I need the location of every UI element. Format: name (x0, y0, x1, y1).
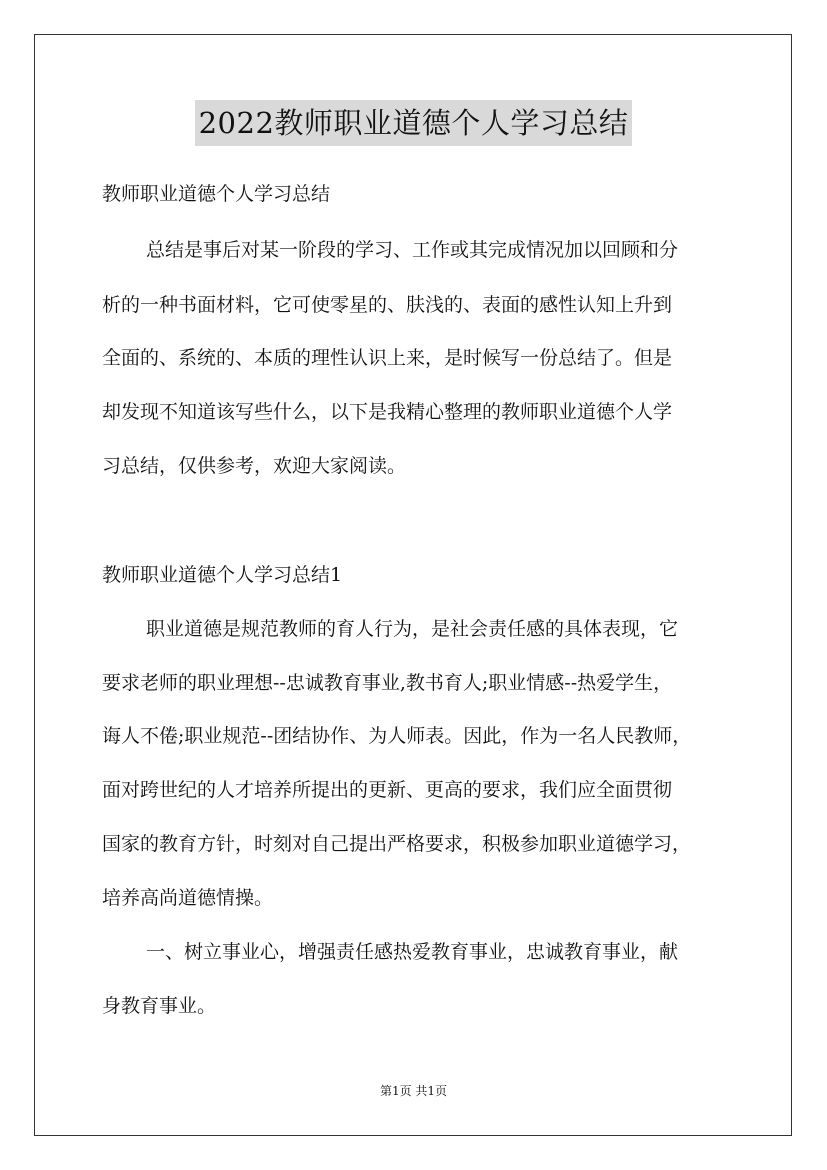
paragraph-line: 职业道德是规范教师的育人行为，是社会责任感的具体表现，它 (146, 618, 679, 640)
paragraph-line: 总结是事后对某一阶段的学习、工作或其完成情况加以回顾和分 (146, 239, 679, 261)
title-container (0, 100, 827, 146)
document-title: 2022教师职业道德个人学习总结 (195, 100, 633, 146)
paragraph-line: 却发现不知道该写些什么，以下是我精心整理的教师职业道德个人学 (102, 401, 673, 423)
section-heading: 教师职业道德个人学习总结1 (102, 564, 343, 586)
paragraph-line: 诲人不倦;职业规范--团结协作、为人师表。因此，作为一名人民教师， (102, 725, 692, 747)
paragraph-line: 面对跨世纪的人才培养所提出的更新、更高的要求，我们应全面贯彻 (102, 779, 673, 801)
paragraph-line: 要求老师的职业理想--忠诚教育事业,教书育人;职业情感--热爱学生， (102, 672, 673, 694)
paragraph-line: 国家的教育方针，时刻对自己提出严格要求，积极参加职业道德学习， (102, 833, 692, 855)
section-heading: 教师职业道德个人学习总结 (102, 183, 331, 205)
paragraph-line: 培养高尚道德情操。 (102, 887, 274, 909)
page-footer: 第1页 共1页 (379, 1084, 448, 1098)
paragraph-line: 全面的、系统的、本质的理性认识上来，是时候写一份总结了。但是 (102, 347, 673, 369)
paragraph-line: 析的一种书面材料，它可使零星的、肤浅的、表面的感性认知上升到 (102, 294, 673, 316)
paragraph-line: 一、树立事业心，增强责任感热爱教育事业，忠诚教育事业，献 (146, 941, 679, 963)
paragraph-line: 习总结，仅供参考，欢迎大家阅读。 (102, 455, 407, 477)
paragraph-line: 身教育事业。 (102, 995, 217, 1017)
